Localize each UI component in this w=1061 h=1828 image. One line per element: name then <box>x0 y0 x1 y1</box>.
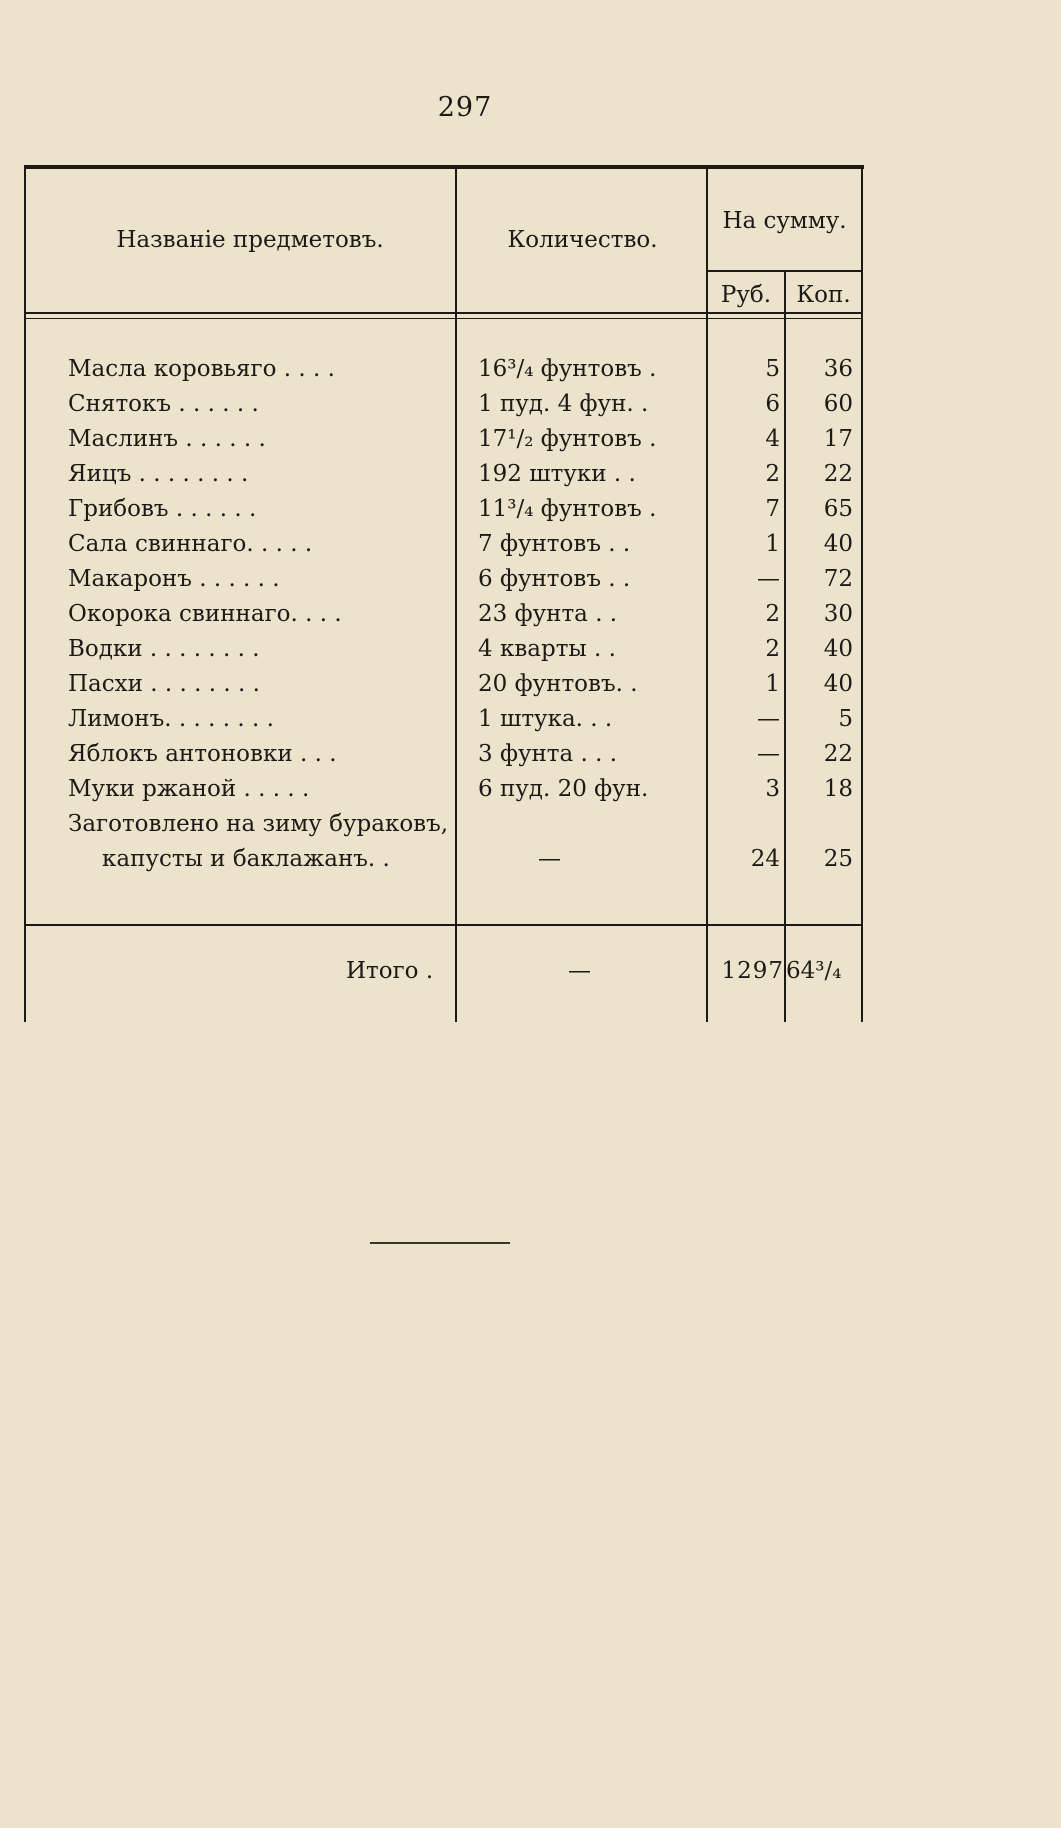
item-kop: 72 <box>823 566 853 592</box>
item-rub: 24 <box>750 846 780 872</box>
header-kop: Коп. <box>796 282 851 308</box>
page-number: 297 <box>437 92 493 123</box>
item-rub: — <box>757 741 780 767</box>
item-rub: 2 <box>765 601 780 627</box>
item-rub: 3 <box>765 776 780 802</box>
item-kop: 22 <box>823 741 853 767</box>
item-quantity: — <box>538 846 561 872</box>
item-quantity: 20 фунтовъ. . <box>478 671 638 697</box>
item-quantity: 7 фунтовъ . . <box>478 531 631 557</box>
item-name: Окорока свиннаго. . . . <box>68 601 342 627</box>
item-kop: 30 <box>823 601 853 627</box>
header-quantity: Количество. <box>507 227 658 253</box>
item-quantity: 192 штуки . . <box>478 461 636 487</box>
total-quantity: — <box>568 958 591 984</box>
item-quantity: 4 кварты . . <box>478 636 616 662</box>
sum-subheader-rule <box>706 270 863 272</box>
total-rub: 1297 <box>721 958 784 984</box>
item-name: Муки ржаной . . . . . <box>68 776 310 802</box>
item-name: Сала свиннаго. . . . . <box>68 531 313 557</box>
header-bottom-rule <box>24 312 863 314</box>
item-rub: 7 <box>765 496 780 522</box>
total-label: Итого . <box>346 958 434 984</box>
item-quantity: 1 пуд. 4 фун. . <box>478 391 649 417</box>
item-name: Масла коровьяго . . . . <box>68 356 335 382</box>
total-kop: 64³/₄ <box>786 958 842 984</box>
total-separator-rule <box>24 924 863 926</box>
item-quantity: 23 фунта . . <box>478 601 618 627</box>
item-quantity: 1 штука. . . <box>478 706 613 732</box>
item-kop: 36 <box>823 356 853 382</box>
item-name: Яблокъ антоновки . . . <box>68 741 337 767</box>
closing-rule <box>370 1242 510 1244</box>
item-name: Маслинъ . . . . . . <box>68 426 266 452</box>
item-kop: 5 <box>838 706 853 732</box>
item-rub: — <box>757 566 780 592</box>
column-divider-rub-kop <box>784 272 786 1022</box>
item-name: Пасхи . . . . . . . . <box>68 671 260 697</box>
header-sum: На сумму. <box>722 208 847 234</box>
item-kop: 25 <box>823 846 853 872</box>
table-left-border <box>24 167 26 1022</box>
item-kop: 60 <box>823 391 853 417</box>
item-name: Заготовлено на зиму бураковъ, <box>68 811 449 837</box>
item-quantity: 3 фунта . . . <box>478 741 618 767</box>
item-kop: 40 <box>823 636 853 662</box>
item-name: Лимонъ. . . . . . . . <box>68 706 274 732</box>
item-kop: 40 <box>823 671 853 697</box>
header-rub: Руб. <box>720 282 772 308</box>
table-top-rule <box>24 165 864 169</box>
header-bottom-rule-2 <box>24 318 863 319</box>
item-rub: 1 <box>765 671 780 697</box>
item-kop: 22 <box>823 461 853 487</box>
item-kop: 40 <box>823 531 853 557</box>
item-quantity: 6 пуд. 20 фун. <box>478 776 649 802</box>
item-name: капусты и баклажанъ. . <box>102 846 390 872</box>
item-rub: 5 <box>765 356 780 382</box>
item-rub: 2 <box>765 461 780 487</box>
item-rub: 6 <box>765 391 780 417</box>
header-name: Названіе предметовъ. <box>116 227 384 253</box>
item-rub: 4 <box>765 426 780 452</box>
table-right-border <box>861 167 863 1022</box>
item-rub: — <box>757 706 780 732</box>
item-name: Макаронъ . . . . . . <box>68 566 280 592</box>
item-quantity: 11³/₄ фунтовъ . <box>478 496 657 522</box>
item-kop: 18 <box>823 776 853 802</box>
item-name: Снятокъ . . . . . . <box>68 391 259 417</box>
item-rub: 2 <box>765 636 780 662</box>
item-name: Грибовъ . . . . . . <box>68 496 257 522</box>
item-quantity: 16³/₄ фунтовъ . <box>478 356 657 382</box>
column-divider-name-qty <box>455 167 457 1022</box>
item-name: Водки . . . . . . . . <box>68 636 260 662</box>
item-kop: 65 <box>823 496 853 522</box>
item-kop: 17 <box>823 426 853 452</box>
item-name: Яицъ . . . . . . . . <box>68 461 249 487</box>
item-rub: 1 <box>765 531 780 557</box>
item-quantity: 17¹/₂ фунтовъ . <box>478 426 657 452</box>
item-quantity: 6 фунтовъ . . <box>478 566 631 592</box>
